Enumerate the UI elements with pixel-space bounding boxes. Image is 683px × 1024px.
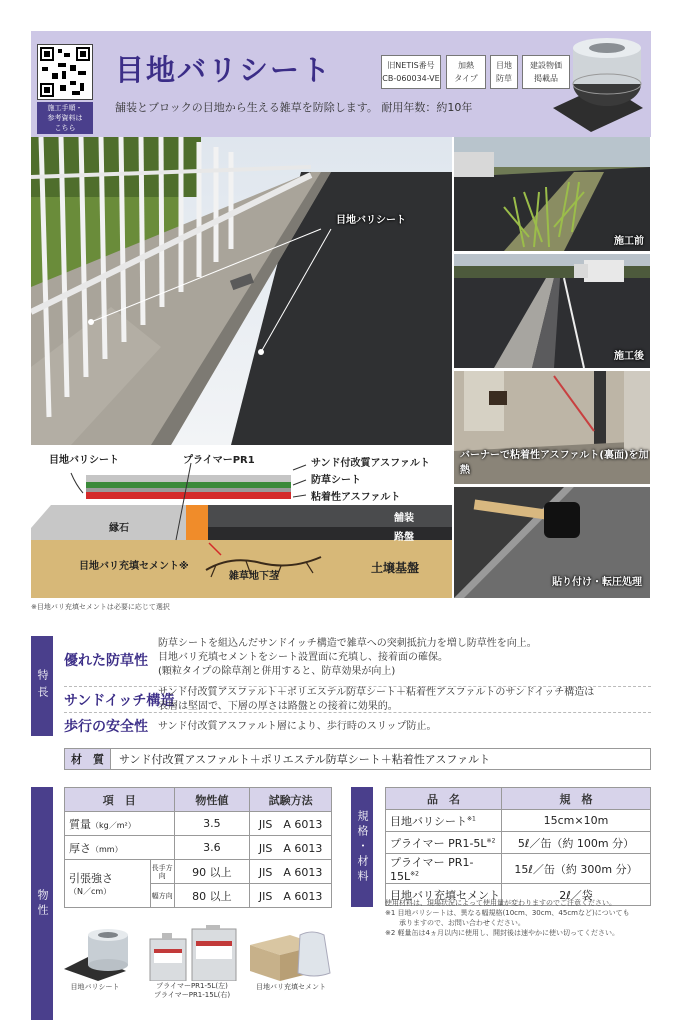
- page-title: 目地バリシート: [115, 53, 333, 87]
- feature-heading: 歩行の安全性: [64, 719, 148, 735]
- specs-sidebar: 規格・材料: [351, 787, 373, 907]
- cross-section-note: ※目地バリ充填セメントは必要に応じて選択: [31, 603, 170, 611]
- spec-name: [386, 810, 502, 832]
- heating-photo-label: バーナーで粘着性アスファルト(裏面)を加熱: [460, 450, 649, 476]
- spec-name: [386, 854, 502, 884]
- prop-direction: 幅方向: [150, 884, 174, 908]
- note-line: 承りますので、お問い合わせください。: [385, 919, 525, 927]
- netis-badge: [381, 55, 441, 89]
- before-photo-label: 施工前: [614, 236, 644, 247]
- prop-method: JIS A 6013: [250, 812, 332, 836]
- pressing-photo-label: 貼り付け・転圧処理: [552, 577, 642, 588]
- primer-caption: [140, 982, 244, 1000]
- xs-curb-label: 縁石: [109, 523, 129, 534]
- spec-name: [386, 832, 502, 854]
- prop-header: 試験方法: [250, 788, 332, 812]
- badge-line: 旧NETIS番号: [387, 61, 435, 70]
- feature-text: [158, 686, 594, 714]
- prop-item-name: 引張強さ: [69, 872, 113, 885]
- prop-item: [65, 812, 175, 836]
- prop-value: 3.6: [174, 836, 250, 860]
- feature-line: 表層は堅固で、下層の厚さは路盤との接着に効果的。: [158, 701, 398, 712]
- badge-line: 掲載品: [534, 74, 558, 83]
- prop-header: 物性値: [174, 788, 250, 812]
- prop-method: JIS A 6013: [250, 860, 332, 884]
- feature-line: 防草シートを組込んだサンドイッチ構造で雑草への突刺抵抗力を増し防草性を向上。: [158, 638, 537, 649]
- after-photo: [454, 254, 650, 368]
- feature-text: [158, 720, 437, 734]
- before-photo: [454, 137, 650, 251]
- feature-heading: サンドイッチ構造: [64, 693, 175, 709]
- caption-line: プライマーPR1-5L(左): [156, 982, 228, 990]
- after-photo-label: 施工後: [614, 351, 644, 362]
- prop-item-unit: （N／cm）: [69, 887, 112, 896]
- spec-mark: ※2: [486, 836, 496, 844]
- spec-name-text: プライマー PR1-5L: [390, 836, 487, 850]
- prop-item: [65, 860, 151, 908]
- badge-line: 目地: [496, 61, 512, 70]
- xs-layer3-label: 粘着性アスファルト: [311, 492, 401, 503]
- feature-heading: 優れた防草性: [64, 653, 148, 669]
- cement-caption: 目地バリ充填セメント: [256, 983, 326, 991]
- feature-line: (顆粒タイプの除草剤と併用すると、防草効果が向上): [158, 666, 396, 677]
- prop-item-name: 厚さ: [69, 841, 91, 855]
- feature-text: [158, 637, 537, 679]
- pressing-photo: [454, 487, 650, 598]
- material-value: サンド付改質アスファルト＋ポリエステル防草シート＋粘着性アスファルト: [119, 753, 491, 766]
- badge-line: 防草: [496, 74, 512, 83]
- spec-value: 5ℓ／缶（約 100m 分）: [502, 832, 651, 854]
- feature-line: サンド付改質アスファルト層により、歩行時のスリップ防止。: [158, 721, 437, 732]
- prop-direction: 長手方向: [150, 860, 174, 884]
- page-subtitle: 舗装とブロックの目地から生える雑草を防除します。 耐用年数：約10年: [115, 101, 473, 114]
- prop-method: JIS A 6013: [250, 884, 332, 908]
- table-row: [65, 836, 332, 860]
- xs-cement-label: 目地バリ充填セメント※: [79, 561, 189, 572]
- joint-weed-badge: [490, 55, 518, 89]
- caption-line: プライマーPR1-15L(右): [153, 991, 231, 999]
- xs-roadbed-label: 路盤: [394, 532, 414, 543]
- prop-value: 80 以上: [174, 884, 250, 908]
- spec-name-text: プライマー PR1-15L: [390, 856, 474, 883]
- xs-soil-label: 土壌基盤: [371, 561, 420, 575]
- prop-method: JIS A 6013: [250, 836, 332, 860]
- table-row: [65, 812, 332, 836]
- note-line: ※2 軽量缶は4ヵ月以内に使用し、開封後は速やかに使い切ってください。: [385, 929, 619, 937]
- badge-line: 加熱: [458, 61, 474, 70]
- spec-name-text: 目地バリ充填セメント: [390, 888, 500, 902]
- xs-layer2-label: 防草シート: [311, 475, 361, 486]
- xs-layer1-label: サンド付改質アスファルト: [311, 458, 430, 469]
- spec-header: 品 名: [386, 788, 502, 810]
- spec-value: 2ℓ／袋: [502, 884, 651, 906]
- material-label: 材 質: [65, 749, 111, 769]
- properties-sidebar: 物性: [31, 787, 53, 1020]
- spec-name-text: 目地バリシート: [390, 814, 467, 828]
- xs-sheet-label: 目地バリシート: [49, 455, 119, 466]
- product-roll-image: [545, 38, 645, 133]
- prop-value: 90 以上: [174, 860, 250, 884]
- specs-notes: [385, 898, 651, 938]
- main-photo: [31, 137, 452, 445]
- spec-value: 15ℓ／缶（約 300m 分）: [502, 854, 651, 884]
- heat-type-badge: [446, 55, 486, 89]
- sheet-product-caption: 目地バリシート: [70, 983, 120, 991]
- sheet-product-image: [64, 925, 130, 981]
- xs-roots-label: 雑草地下茎: [229, 571, 279, 582]
- main-photo-label: 目地バリシート: [336, 215, 406, 226]
- primer-cans-image: [148, 925, 238, 981]
- feature-line: サンド付改質アスファルト＋ポリエステル防草シート＋粘着性アスファルトのサンドイッチ構造は: [158, 687, 595, 698]
- table-row: [386, 810, 651, 832]
- feature-line: 目地バリ充填セメントをシート設置面に充填し、接着面の確保。: [158, 652, 448, 663]
- prop-item-unit: （mm）: [91, 844, 123, 854]
- xs-pavement-label: 舗装: [394, 513, 414, 524]
- spec-value: 15cm×10m: [502, 810, 651, 832]
- spec-header: 規 格: [502, 788, 651, 810]
- material-row: [64, 748, 651, 770]
- prop-header: 項 目: [65, 788, 175, 812]
- features-sidebar: 特長: [31, 636, 53, 736]
- heating-photo: [454, 371, 650, 484]
- badge-line: タイプ: [454, 74, 478, 83]
- cement-product-image: [250, 925, 334, 981]
- cross-section-diagram: [31, 445, 452, 598]
- xs-primer-label: プライマーPR1: [183, 455, 255, 466]
- table-row: [386, 832, 651, 854]
- table-row: [65, 860, 332, 884]
- spec-mark: ※1: [467, 814, 476, 822]
- qr-caption: 施工手順・ 参考資料は こちら: [37, 102, 93, 134]
- spec-mark: ※2: [410, 870, 419, 878]
- qr-code[interactable]: [37, 44, 93, 100]
- prop-item-unit: （kg／m²）: [91, 820, 136, 830]
- prop-item-name: 質量: [69, 817, 91, 831]
- specs-table: [385, 787, 651, 906]
- properties-table: [64, 787, 332, 908]
- prop-value: 3.5: [174, 812, 250, 836]
- table-row: [386, 854, 651, 884]
- badge-line: 建設物価: [530, 61, 562, 70]
- badge-line: CB-060034-VE: [382, 74, 440, 83]
- note-line: ※1 目地バリシートは、異なる幅規格(10cm、30cm、45cmなど)についても: [385, 909, 630, 917]
- prop-item: [65, 836, 175, 860]
- note-line: 使用材料は、現場状況によって使用量が変わりますのでご注意ください。: [385, 899, 616, 907]
